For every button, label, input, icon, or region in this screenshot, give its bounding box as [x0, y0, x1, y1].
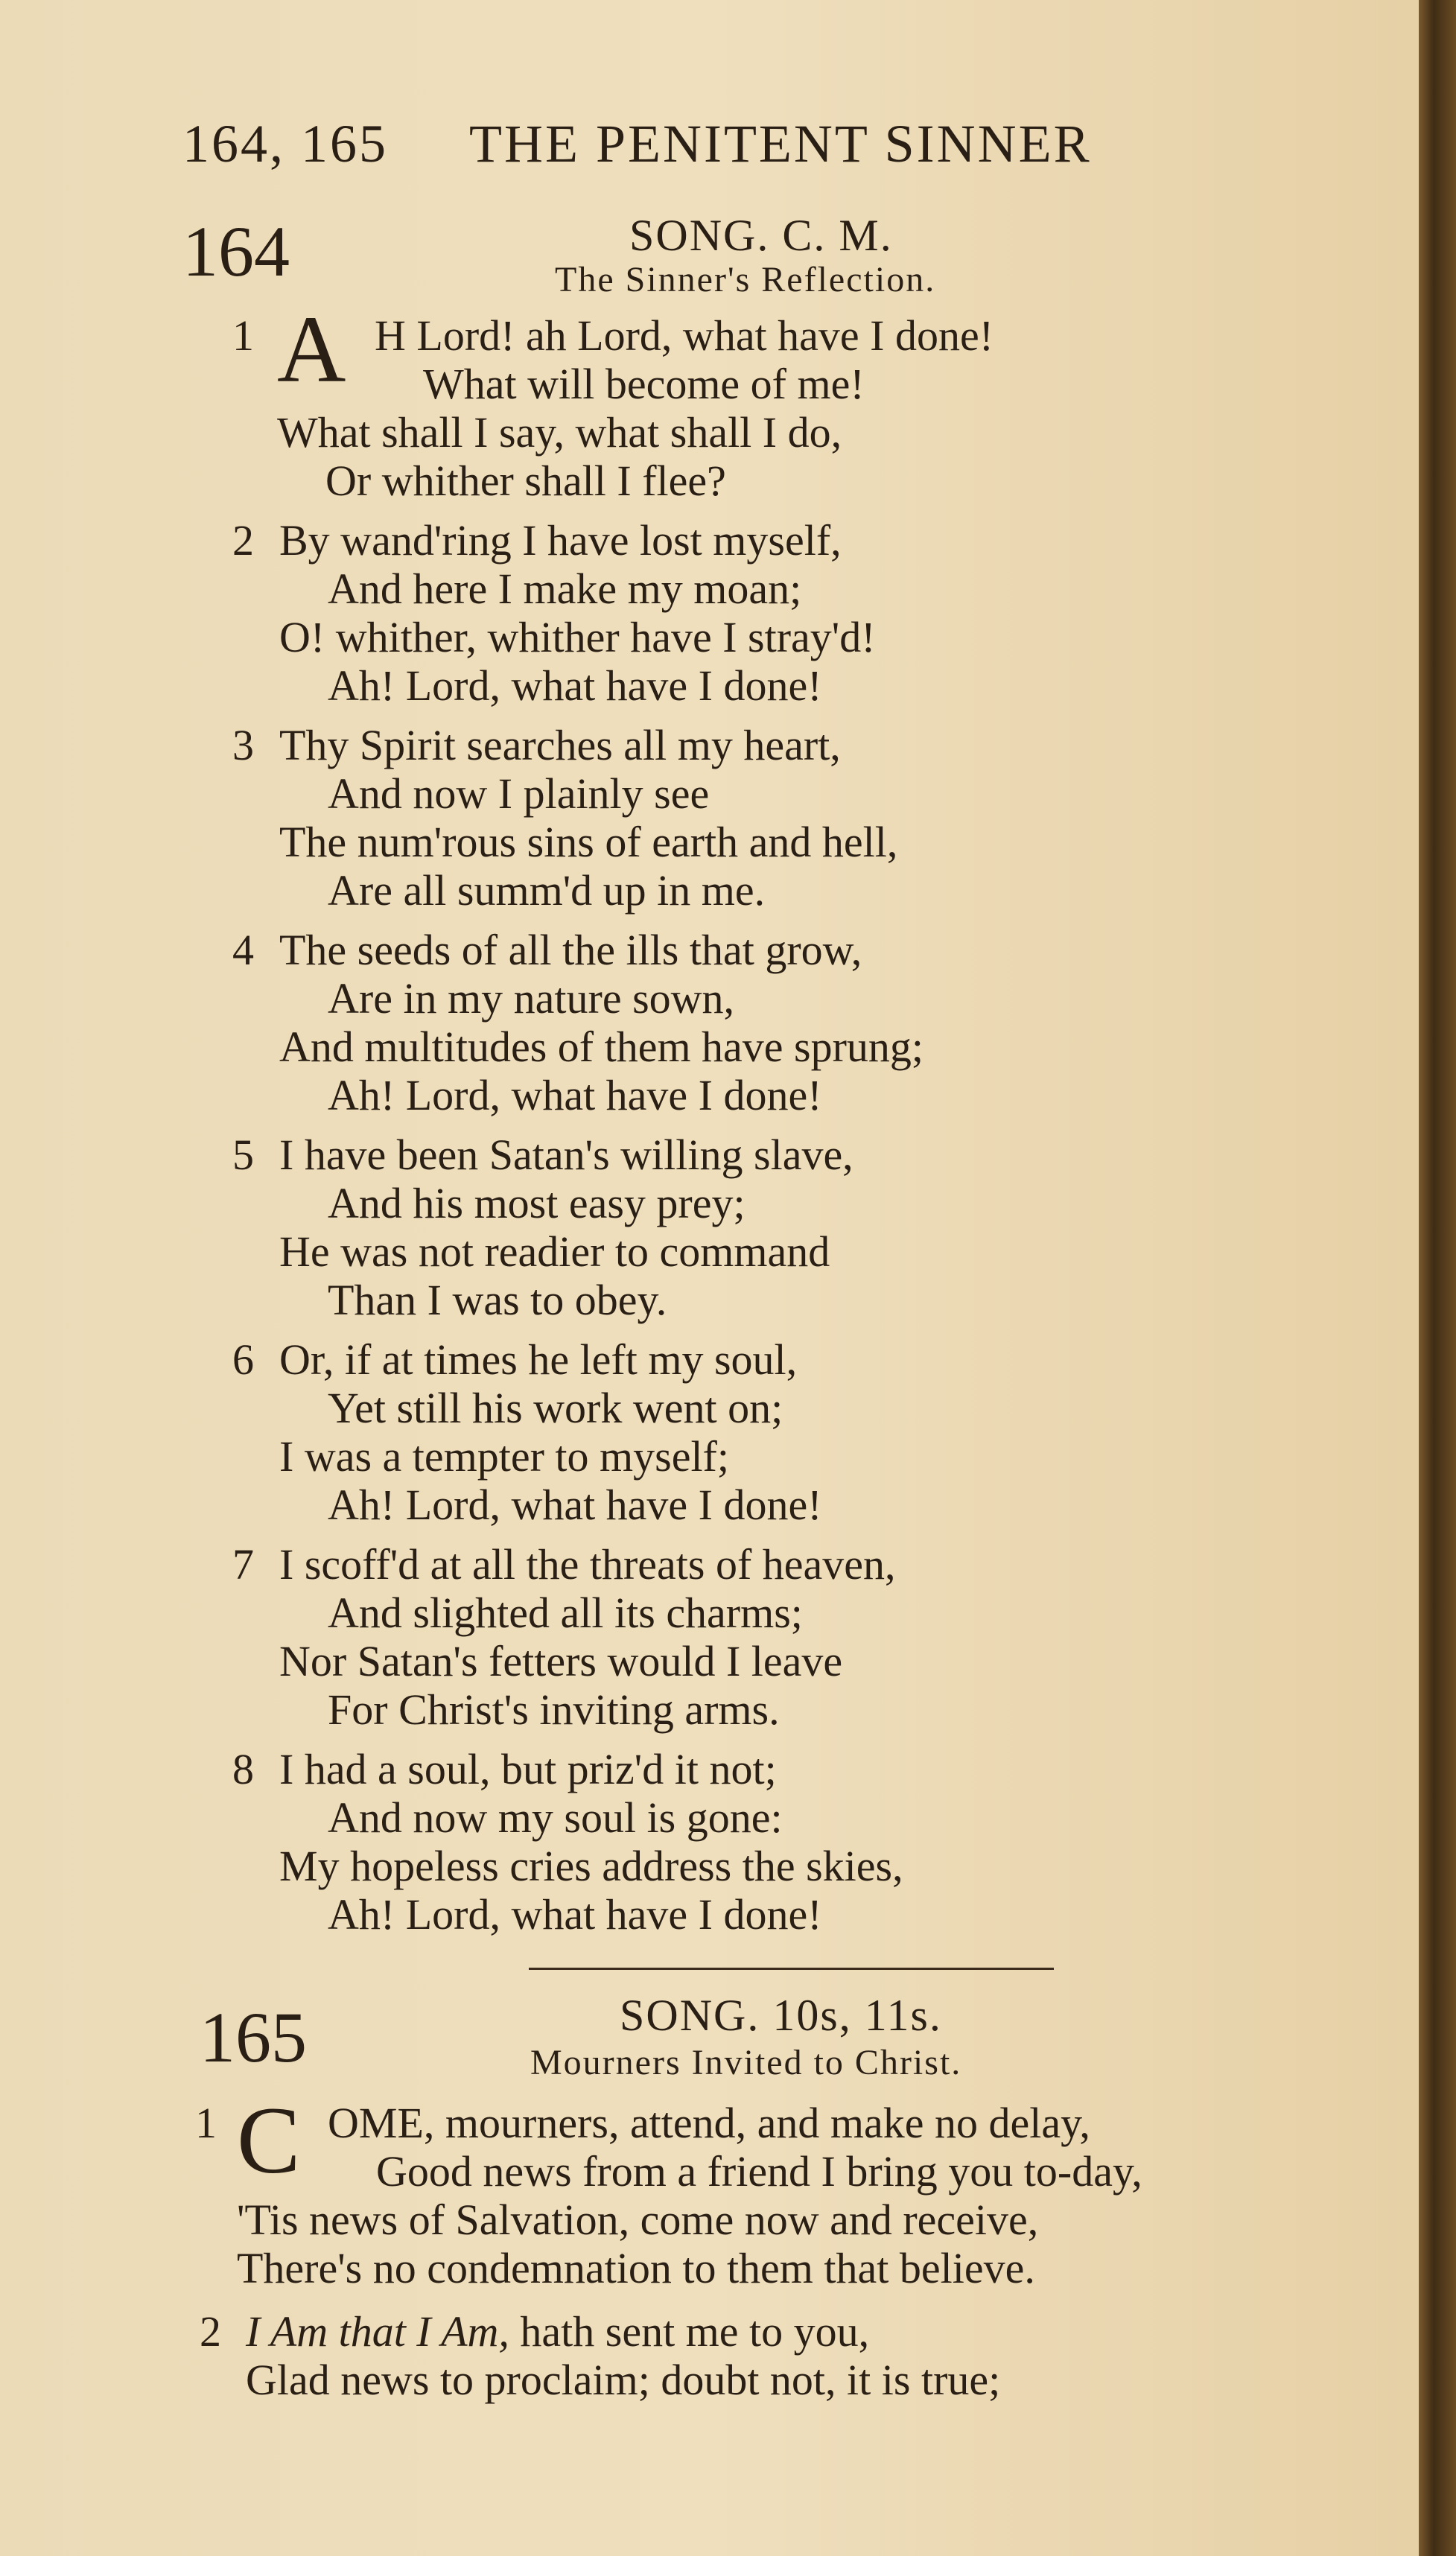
verse-line: 'Tis news of Salvation, come now and receive,	[237, 2196, 1039, 2244]
verse-line	[246, 2307, 870, 2356]
verse-line: Ah! Lord, what have I done!	[328, 661, 822, 710]
verse-line: Than I was to obey.	[328, 1276, 667, 1324]
book-edge	[1419, 0, 1456, 2556]
verse-line: He was not readier to command	[279, 1227, 830, 1276]
hymn-number: 164	[182, 212, 290, 291]
verse-line: I scoff'd at all the threats of heaven,	[279, 1540, 896, 1589]
verse-line: And slighted all its charms;	[328, 1589, 803, 1637]
verse-line: I was a tempter to myself;	[279, 1432, 729, 1481]
drop-cap: C	[237, 2088, 301, 2193]
header-page-numbers: 164, 165	[182, 114, 388, 174]
verse-line: Thy Spirit searches all my heart,	[279, 721, 841, 769]
verse-line: By wand'ring I have lost myself,	[279, 516, 842, 565]
verse-line: I had a soul, but priz'd it not;	[279, 1745, 777, 1793]
hymn-subtitle: Mourners Invited to Christ.	[530, 2043, 962, 2082]
verse-number: 1	[195, 2099, 217, 2147]
verse-line: O! whither, whither have I stray'd!	[279, 613, 876, 661]
verse-line: Good news from a friend I bring you to-day,	[376, 2147, 1142, 2196]
verse-line: The seeds of all the ills that grow,	[279, 926, 862, 974]
verse-number: 4	[232, 926, 254, 974]
italic-phrase: I Am that I Am,	[246, 2307, 509, 2356]
verse-number: 8	[232, 1745, 254, 1793]
verse-number: 1	[232, 311, 254, 360]
verse-line: And multitudes of them have sprung;	[279, 1023, 924, 1071]
section-divider	[529, 1968, 1054, 1970]
verse-number: 2	[200, 2307, 221, 2356]
verse-line: Are all summ'd up in me.	[328, 866, 766, 915]
verse-line: For Christ's inviting arms.	[328, 1685, 780, 1734]
verse-line: And now my soul is gone:	[328, 1793, 783, 1842]
verse-line-rest: hath sent me to you,	[509, 2307, 870, 2356]
hymn-meter: SONG. C. M.	[629, 211, 893, 260]
header-title: THE PENITENT SINNER	[469, 114, 1092, 174]
hymn-meter: SONG. 10s, 11s.	[620, 1991, 942, 2040]
verse-line: The num'rous sins of earth and hell,	[279, 818, 898, 866]
verse-number: 3	[232, 721, 254, 769]
verse-number: 5	[232, 1131, 254, 1179]
verse-line: And now I plainly see	[328, 769, 710, 818]
verse-line: OME, mourners, attend, and make no delay,	[328, 2099, 1090, 2147]
verse-line: Or whither shall I flee?	[325, 457, 726, 505]
verse-line: H Lord! ah Lord, what have I done!	[375, 311, 994, 360]
verse-line: Or, if at times he left my soul,	[279, 1335, 798, 1384]
verse-line: Ah! Lord, what have I done!	[328, 1071, 822, 1119]
verse-line: And his most easy prey;	[328, 1179, 746, 1227]
verse-line: What will become of me!	[423, 360, 865, 408]
verse-line: Yet still his work went on;	[328, 1384, 783, 1432]
hymn-subtitle: The Sinner's Reflection.	[555, 260, 936, 299]
verse-line: Glad news to proclaim; doubt not, it is true;	[246, 2356, 1001, 2404]
verse-line: What shall I say, what shall I do,	[277, 408, 842, 457]
hymn-number: 165	[200, 1997, 307, 2077]
verse-line: And here I make my moan;	[328, 565, 802, 613]
verse-number: 6	[232, 1335, 254, 1384]
verse-line: There's no condemnation to them that believe.	[237, 2244, 1035, 2292]
verse-number: 2	[232, 516, 254, 565]
verse-line: Ah! Lord, what have I done!	[328, 1890, 822, 1939]
drop-cap: A	[277, 296, 346, 402]
verse-line: My hopeless cries address the skies,	[279, 1842, 903, 1890]
verse-line: Are in my nature sown,	[328, 974, 735, 1023]
verse-line: I have been Satan's willing slave,	[279, 1131, 853, 1179]
verse-line: Ah! Lord, what have I done!	[328, 1481, 822, 1529]
verse-number: 7	[232, 1540, 254, 1589]
verse-line: Nor Satan's fetters would I leave	[279, 1637, 843, 1685]
